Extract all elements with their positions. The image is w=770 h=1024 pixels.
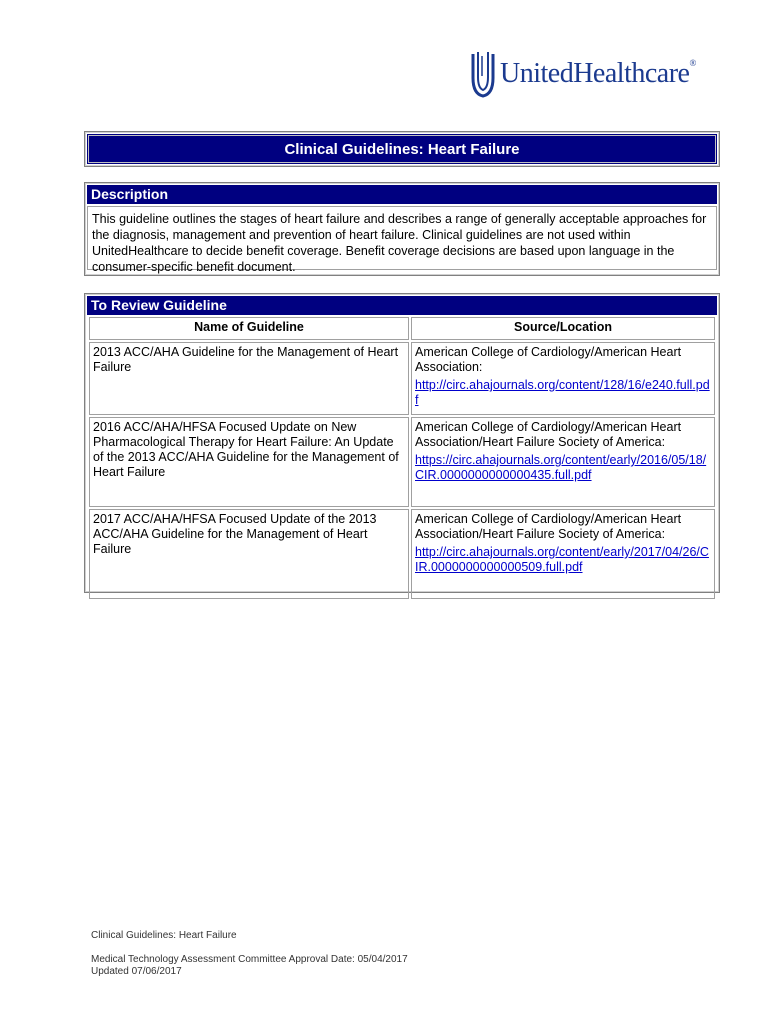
source-link[interactable]: https://circ.ahajournals.org/content/early/2016/05/18/CIR.0000000000000435.full.pdf [415,453,707,482]
page-title: Clinical Guidelines: Heart Failure [87,134,717,164]
source-link[interactable]: http://circ.ahajournals.org/content/128/16/e240.full.pdf [415,378,710,407]
source-text: American College of Cardiology/American Heart Association: [415,345,682,374]
guideline-source [411,417,715,507]
footer-approval-date: Medical Technology Assessment Committee Approval Date: 05/04/2017 [91,954,408,965]
review-section [84,293,720,593]
title-frame [84,131,720,167]
footer-updated-date: Updated 07/06/2017 [91,966,182,977]
column-header-name: Name of Guideline [89,317,409,340]
table-header-row [89,317,715,340]
table-row [89,509,715,599]
logo-wordmark: UnitedHealthcare® [500,58,696,89]
table-row [89,342,715,415]
guideline-source [411,342,715,415]
guideline-name: 2017 ACC/AHA/HFSA Focused Update of the 2013 ACC/AHA Guideline for the Management of Heart Failure [89,509,409,599]
guideline-source [411,509,715,599]
description-body: This guideline outlines the stages of heart failure and describes a range of generally acceptable approaches for the diagnosis, management and prevention of heart failure. Clinical guidelines are not used within UnitedHealthcare to decide benefit coverage. Benefit coverage decisions are based upon language in the consumer-specific benefit document. [87,206,717,270]
source-text: American College of Cardiology/American Heart Association/Heart Failure Society of America: [415,512,682,541]
footer-doc-title: Clinical Guidelines: Heart Failure [91,930,237,941]
description-section [84,182,720,276]
column-header-source: Source/Location [411,317,715,340]
shield-u-icon [470,50,496,98]
review-heading: To Review Guideline [87,296,717,315]
description-heading: Description [87,185,717,204]
source-text: American College of Cardiology/American Heart Association/Heart Failure Society of America: [415,420,682,449]
table-row [89,417,715,507]
guideline-name: 2016 ACC/AHA/HFSA Focused Update on New Pharmacological Therapy for Heart Failure: An Update of the 2013 ACC/AHA Guideline for the Management of Heart Failure [89,417,409,507]
guidelines-table [87,315,717,601]
source-link[interactable]: http://circ.ahajournals.org/content/early/2017/04/26/CIR.0000000000000509.full.pdf [415,545,709,574]
footer [91,930,408,978]
logo [470,50,696,98]
guideline-name: 2013 ACC/AHA Guideline for the Management of Heart Failure [89,342,409,415]
